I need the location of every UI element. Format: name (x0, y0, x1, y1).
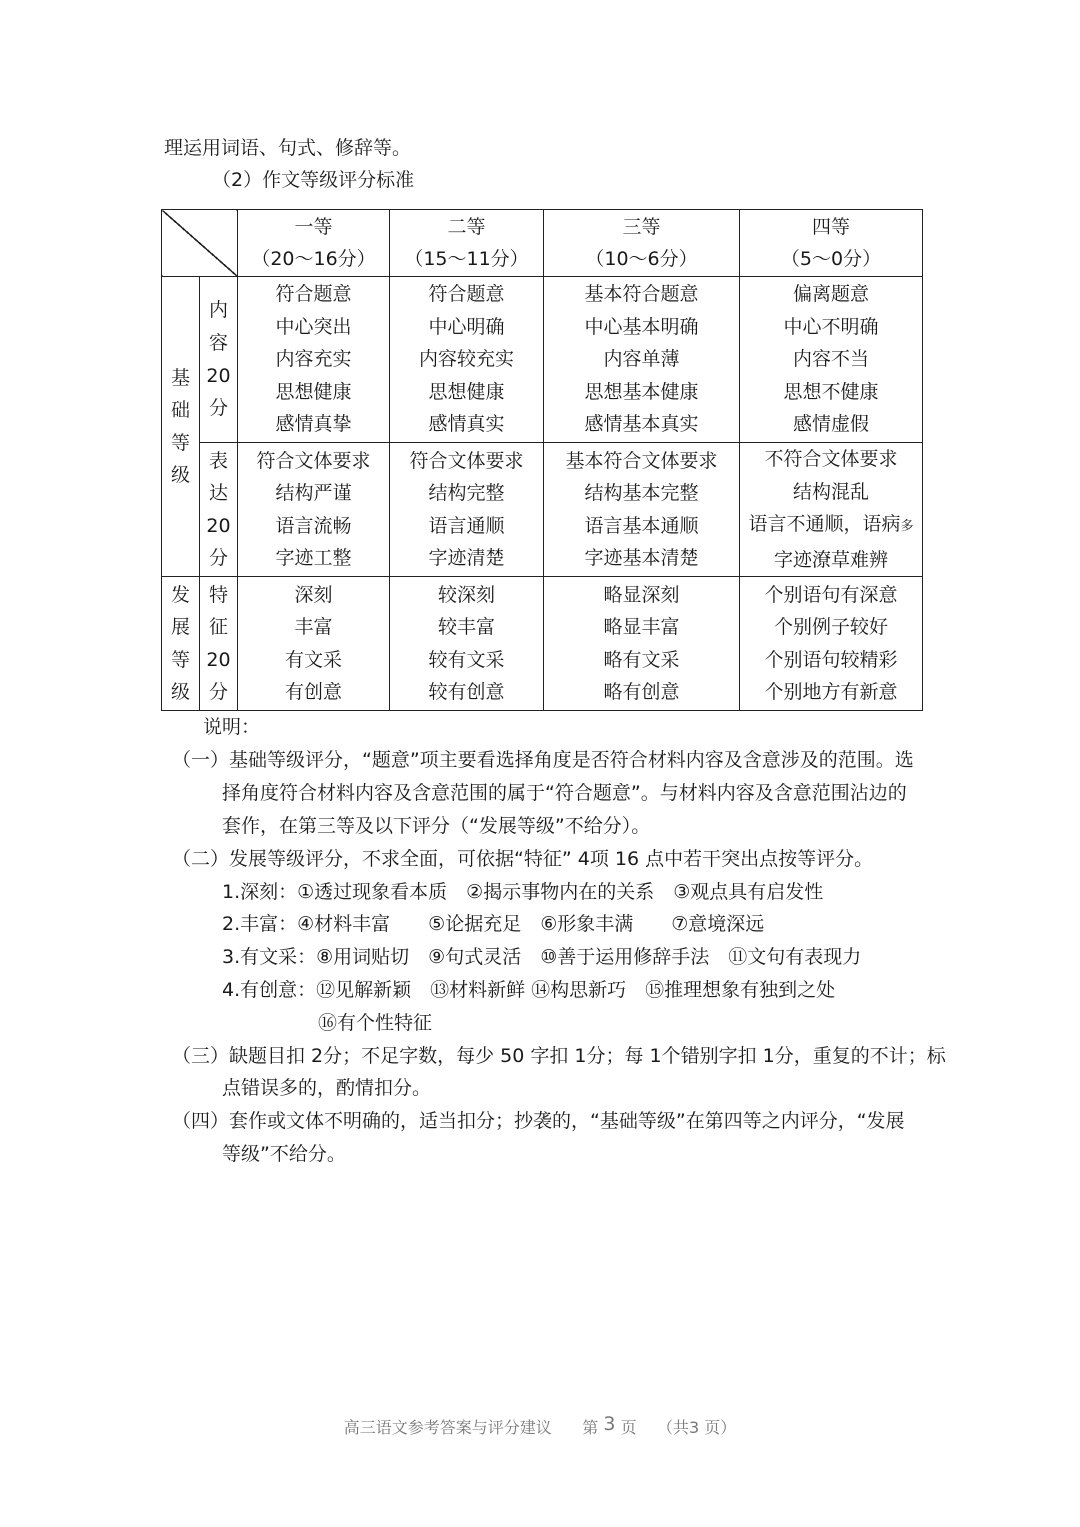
grading-table (161, 209, 923, 711)
table-header-row (162, 210, 923, 277)
content-grade-1: 符合题意 中心突出 内容充实 思想健康 感情真挚 (238, 277, 390, 443)
footer-total-pages: （共3 页） (656, 1418, 737, 1437)
footer-page-number: 3 (603, 1413, 616, 1435)
development-level-label: 发 展 等 级 (162, 577, 200, 711)
note-1-line-2: 择角度符合材料内容及含意范围的属于“符合题意”。与材料内容及含意范围沾边的 (222, 782, 907, 804)
note-1-line-1: （一）基础等级评分，“题意”项主要看选择角度是否符合材料内容及含意涉及的范围。选 (172, 749, 914, 771)
header-grade-3: 三等 （10～6分） (544, 210, 740, 277)
expression-grade-1: 符合文体要求 结构严谨 语言流畅 字迹工整 (238, 443, 390, 577)
content-row (162, 277, 923, 443)
note-1-line-3: 套作，在第三等及以下评分（“发展等级”不给分）。 (222, 815, 651, 837)
feature-grade-1: 深刻 丰富 有文采 有创意 (238, 577, 390, 711)
note-2-item-4: 4.有创意：⑫见解新颖 ⑬材料新鲜 ⑭构思新巧 ⑮推理想象有独到之处 (222, 979, 836, 1001)
feature-row (162, 577, 923, 711)
intro-line: 理运用词语、句式、修辞等。 (164, 137, 412, 159)
note-2-item-1: 1.深刻：①透过现象看本质 ②揭示事物内在的关系 ③观点具有启发性 (222, 881, 824, 903)
expression-row (162, 443, 923, 577)
footer-page-prefix: 第 (582, 1418, 599, 1437)
note-4-line-2: 等级”不给分。 (222, 1143, 346, 1165)
footer-page-suffix: 页 (620, 1418, 637, 1437)
basic-level-label: 基 础 等 级 (162, 277, 200, 577)
note-2-line: （二）发展等级评分，不求全面，可依据“特征” 4项 16 点中若干突出点按等评分。 (172, 848, 874, 870)
expression-grade-4: 不符合文体要求 结构混乱 语言不通顺，语病多 字迹潦草难辨 (740, 443, 923, 577)
section-title: （2）作文等级评分标准 (212, 169, 415, 191)
corner-cell (162, 210, 238, 277)
feature-grade-2: 较深刻 较丰富 较有文采 较有创意 (390, 577, 544, 711)
content-grade-4: 偏离题意 中心不明确 内容不当 思想不健康 感情虚假 (740, 277, 923, 443)
note-2-item-5: ⑯有个性特征 (318, 1012, 433, 1034)
content-grade-2: 符合题意 中心明确 内容较充实 思想健康 感情真实 (390, 277, 544, 443)
content-grade-3: 基本符合题意 中心基本明确 内容单薄 思想基本健康 感情基本真实 (544, 277, 740, 443)
expression-grade-3: 基本符合文体要求 结构基本完整 语言基本通顺 字迹基本清楚 (544, 443, 740, 577)
feature-grade-4: 个别语句有深意 个别例子较好 个别语句较精彩 个别地方有新意 (740, 577, 923, 711)
feature-grade-3: 略显深刻 略显丰富 略有文采 略有创意 (544, 577, 740, 711)
feature-label: 特 征 20 分 (200, 577, 238, 711)
header-grade-1: 一等 （20～16分） (238, 210, 390, 277)
header-grade-4: 四等 （5～0分） (740, 210, 923, 277)
note-2-item-3: 3.有文采：⑧用词贴切 ⑨句式灵活 ⑩善于运用修辞手法 ⑪文句有表现力 (222, 946, 862, 968)
expression-grade-2: 符合文体要求 结构完整 语言通顺 字迹清楚 (390, 443, 544, 577)
expression-label: 表 达 20 分 (200, 443, 238, 577)
note-4-line-1: （四）套作或文体不明确的，适当扣分；抄袭的，“基础等级”在第四等之内评分，“发展 (172, 1110, 905, 1132)
content-label: 内 容 20 分 (200, 277, 238, 443)
footer-title: 高三语文参考答案与评分建议 (343, 1418, 552, 1437)
page-footer (0, 1415, 1080, 1438)
note-3-line-1: （三）缺题目扣 2分；不足字数，每少 50 字扣 1分；每 1个错别字扣 1分，重复的不计；标 (172, 1045, 946, 1067)
header-grade-2: 二等 （15～11分） (390, 210, 544, 277)
note-2-item-2: 2.丰富：④材料丰富 ⑤论据充足 ⑥形象丰满 ⑦意境深远 (222, 913, 765, 935)
note-3-line-2: 点错误多的，酌情扣分。 (222, 1077, 432, 1099)
notes-heading: 说明： (203, 716, 261, 738)
